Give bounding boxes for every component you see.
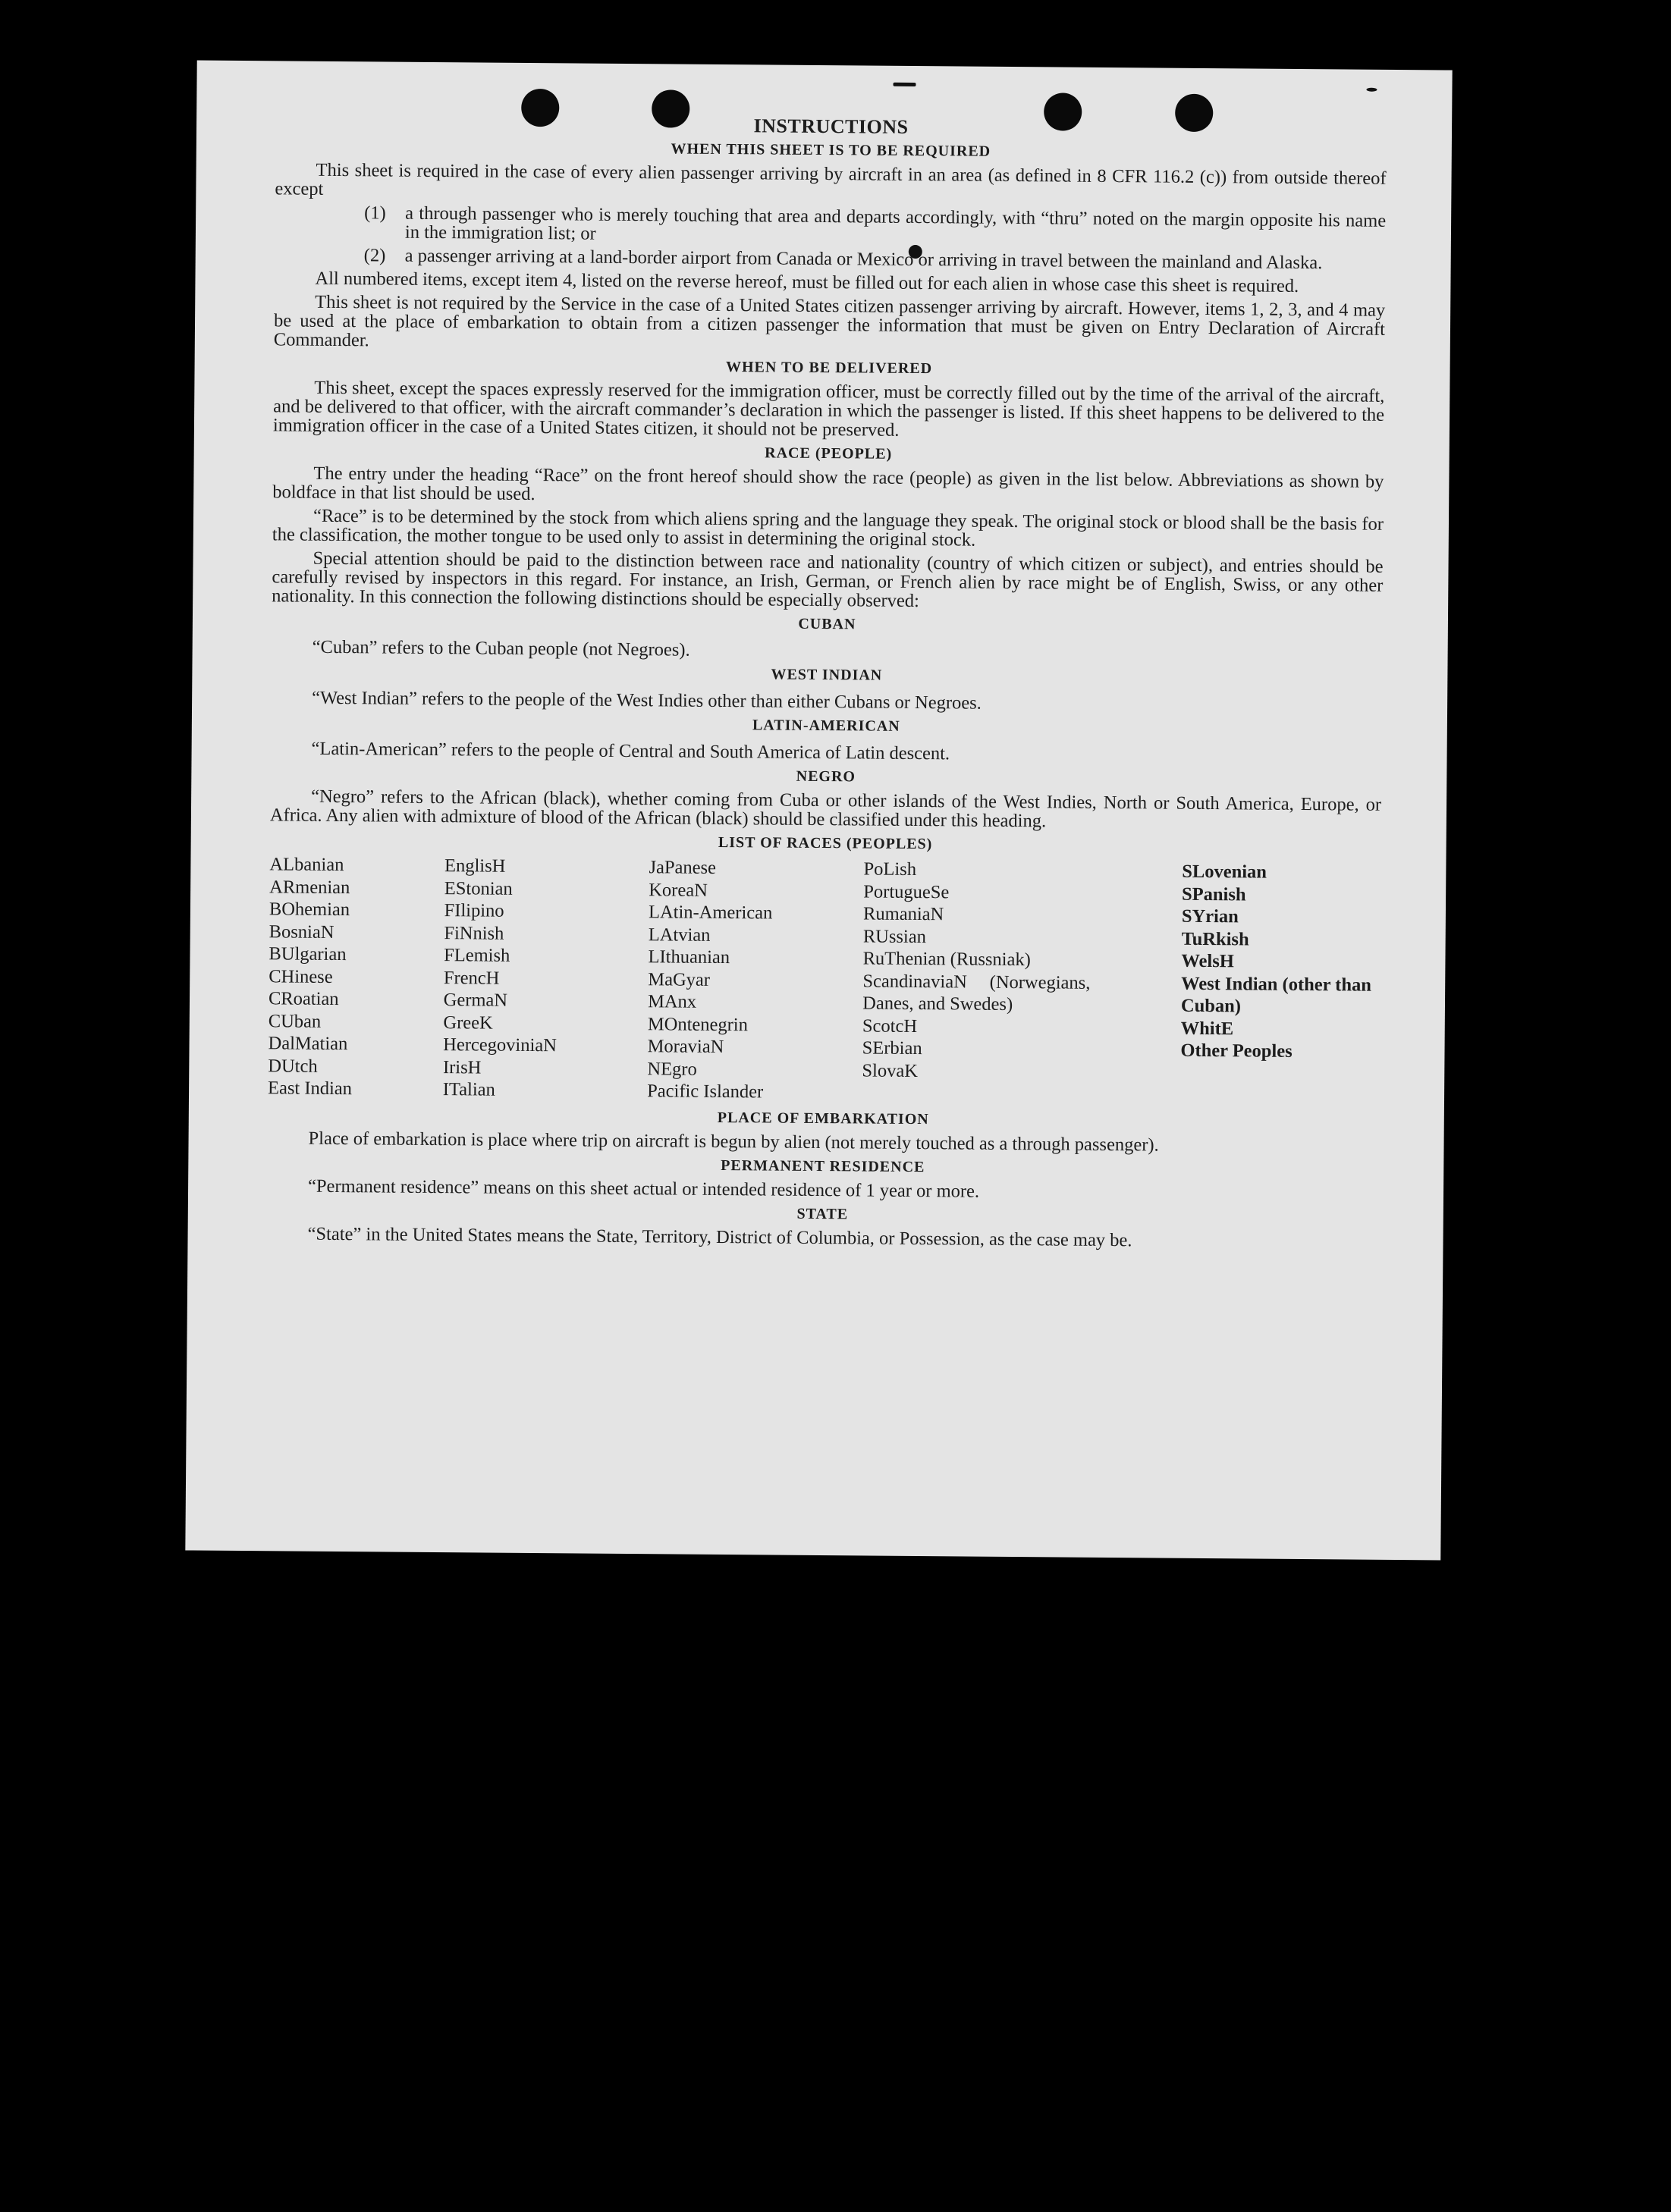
race-entry: MAnx <box>648 991 697 1012</box>
paragraph: “Negro” refers to the African (black), whether coming from Cuba or other islands of the West Indies, North or South America, Europe, or Africa. Any alien with admixture of blood of the African (black) should be classified under this heading. <box>269 786 1382 832</box>
race-entry: ALbanian <box>269 854 344 876</box>
race-entry: ScotcH <box>862 1015 918 1037</box>
paragraph: The entry under the heading “Race” on the front hereof should show the race (people) as given in the list below. Abbreviations as shown by boldface in that list should be used. <box>272 463 1384 505</box>
paragraph: “State” in the United States means the State, Territory, District of Columbia, or Possession, as the case may be. <box>307 1223 1132 1250</box>
race-entry: East Indian <box>267 1078 353 1100</box>
section-heading: PERMANENT RESIDENCE <box>721 1156 925 1175</box>
race-entry: ITalian <box>442 1079 495 1100</box>
races-column <box>443 855 558 1102</box>
race-entry: BUlgarian <box>269 943 347 965</box>
races-column <box>1180 861 1381 1109</box>
section-heading: WHEN THIS SHEET IS TO BE REQUIRED <box>671 140 991 160</box>
paragraph: “Permanent residence” means on this sheet actual or intended residence of 1 year or more. <box>307 1175 980 1202</box>
race-entry: MaGyar <box>648 968 711 990</box>
race-entry: West Indian (other than Cuban) <box>1180 973 1372 1017</box>
section-heading: RACE (PEOPLE) <box>765 444 893 463</box>
races-heading: LIST OF RACES (PEOPLES) <box>718 833 933 853</box>
ink-speck <box>1366 88 1377 92</box>
race-entry: Other Peoples <box>1180 1040 1293 1062</box>
page-title: INSTRUCTIONS <box>753 115 909 138</box>
paragraph: This sheet is required in the case of every alien passenger arriving by aircraft in an area (as defined in 8 CFR 116.2 (c)) from outside thereof except <box>275 159 1387 199</box>
race-entry: ARmenian <box>269 876 350 898</box>
race-entry: RumaniaN <box>863 903 944 925</box>
paragraph: “Cuban” refers to the Cuban people (not Negroes). <box>312 636 690 660</box>
section-heading: WEST INDIAN <box>771 666 883 684</box>
race-entry: WelsH <box>1181 950 1234 972</box>
race-entry: PoLish <box>863 858 917 880</box>
race-entry: DalMatian <box>268 1033 348 1055</box>
race-entry: SYrian <box>1181 905 1239 927</box>
exception-text: a passenger arriving at a land-border airport from Canada or Mexico or arriving in travel between the mainland and Alaska. <box>404 245 1323 274</box>
section-heading: LATIN-AMERICAN <box>752 717 900 735</box>
race-entry: KoreaN <box>649 879 708 901</box>
races-column <box>862 858 1091 1106</box>
ink-speck <box>894 83 916 86</box>
race-entry: FrencH <box>443 967 500 989</box>
race-entry: SPanish <box>1182 883 1246 905</box>
race-entry: CHinese <box>269 965 333 987</box>
race-entry: BosniaN <box>269 921 335 943</box>
section-heading: CUBAN <box>798 615 856 633</box>
paragraph: “Latin-American” refers to the people of Central and South America of Latin descent. <box>311 738 950 764</box>
race-entry: JaPanese <box>649 857 717 878</box>
races-list <box>268 853 1381 1108</box>
race-entry: LIthuanian <box>648 946 730 968</box>
race-entry: PortugueSe <box>863 880 950 902</box>
race-entry: Pacific Islander <box>647 1081 764 1103</box>
races-column <box>268 853 353 1100</box>
exception-item <box>364 246 1386 273</box>
race-entry: TuRkish <box>1181 928 1249 949</box>
race-entry: SlovaK <box>862 1059 919 1081</box>
race-entry: MoraviaN <box>647 1036 724 1058</box>
exception-text: a through passenger who is merely touching that area and departs accordingly, with “thru” noted on the margin opposite his name in the immigration list; or <box>404 202 1387 244</box>
race-entry: GermaN <box>443 990 508 1011</box>
exception-item <box>364 203 1386 249</box>
race-entry: CUban <box>268 1010 322 1032</box>
section-heading: WHEN TO BE DELIVERED <box>725 359 933 378</box>
paragraph: Special attention should be paid to the distinction between race and nationality (country of which citizen or subject), and entries should be carefully revised by inspectors in this regard. For instance, an Irish, German, or French alien by race might be of English, Swiss, or any other nationality. In this connection the following distinctions should be especially observed: <box>272 548 1384 612</box>
race-entry: CRoatian <box>268 988 339 1010</box>
instruction-sheet <box>185 61 1452 1561</box>
paragraph: “Race” is to be determined by the stock from which aliens spring and the language they speak. The original stock or blood shall be the basis for the classification, the mother tongue to be used only to assist in determining the original stock. <box>272 505 1384 551</box>
race-entry: EnglisH <box>444 855 506 877</box>
race-entry: LAtin-American <box>648 902 773 924</box>
exception-number: (1) <box>364 202 386 224</box>
exception-number: (2) <box>363 245 386 266</box>
paragraph: “West Indian” refers to the people of the West Indies other than either Cubans or Negroes. <box>312 687 982 714</box>
paragraph: This sheet, except the spaces expressly reserved for the immigration officer, must be correctly filled out by the time of the arrival of the aircraft, and be delivered to that officer, with the aircraft commander’s declaration in which the passenger is listed. If this sheet happens to be delivered to the immigration officer in the case of a United States citizen, it should not be preserved. <box>272 377 1385 441</box>
race-entry: SErbian <box>862 1037 922 1059</box>
section-heading: PLACE OF EMBARKATION <box>717 1109 929 1128</box>
race-entry: SLovenian <box>1182 861 1267 883</box>
race-entry: FIlipino <box>444 900 504 921</box>
races-column <box>647 856 773 1103</box>
race-entry: RUssian <box>862 925 927 947</box>
race-entry: BOhemian <box>269 899 350 921</box>
instructions-content <box>266 112 1387 1256</box>
race-entry: GreeK <box>443 1012 493 1034</box>
race-entry: EStonian <box>444 877 513 899</box>
race-entry: RuThenian (Russniak) <box>862 948 1031 971</box>
race-entry: FLemish <box>444 945 510 966</box>
race-entry: LAtvian <box>648 924 711 946</box>
race-entry: WhitE <box>1180 1018 1234 1039</box>
race-entry: MOntenegrin <box>647 1013 749 1035</box>
race-entry: NEgro <box>647 1058 697 1080</box>
paragraph: This sheet is not required by the Service in the case of a United States citizen passenger arriving by aircraft. However, items 1, 2, 3, and 4 may be used at the place of embarkation to obtain from a citizen passenger the information that must be given on Entry Declaration of Aircraft Commander. <box>273 291 1386 351</box>
race-entry: IrisH <box>442 1056 482 1078</box>
section-heading: NEGRO <box>796 767 856 786</box>
paragraph: All numbered items, except item 4, listed on the reverse hereof, must be filled out for each alien in whose case this sheet is required. <box>315 268 1299 297</box>
race-entry: DUtch <box>268 1055 318 1077</box>
race-entry: HercegoviniaN <box>443 1034 558 1056</box>
race-entry: ScandinaviaN (Norwegians, Danes, and Swedes) <box>862 970 1091 1015</box>
section-heading: STATE <box>796 1205 849 1222</box>
race-entry: FiNnish <box>444 922 504 944</box>
paragraph: Place of embarkation is place where trip on aircraft is begun by alien (not merely touched as a through passenger). <box>308 1128 1159 1156</box>
